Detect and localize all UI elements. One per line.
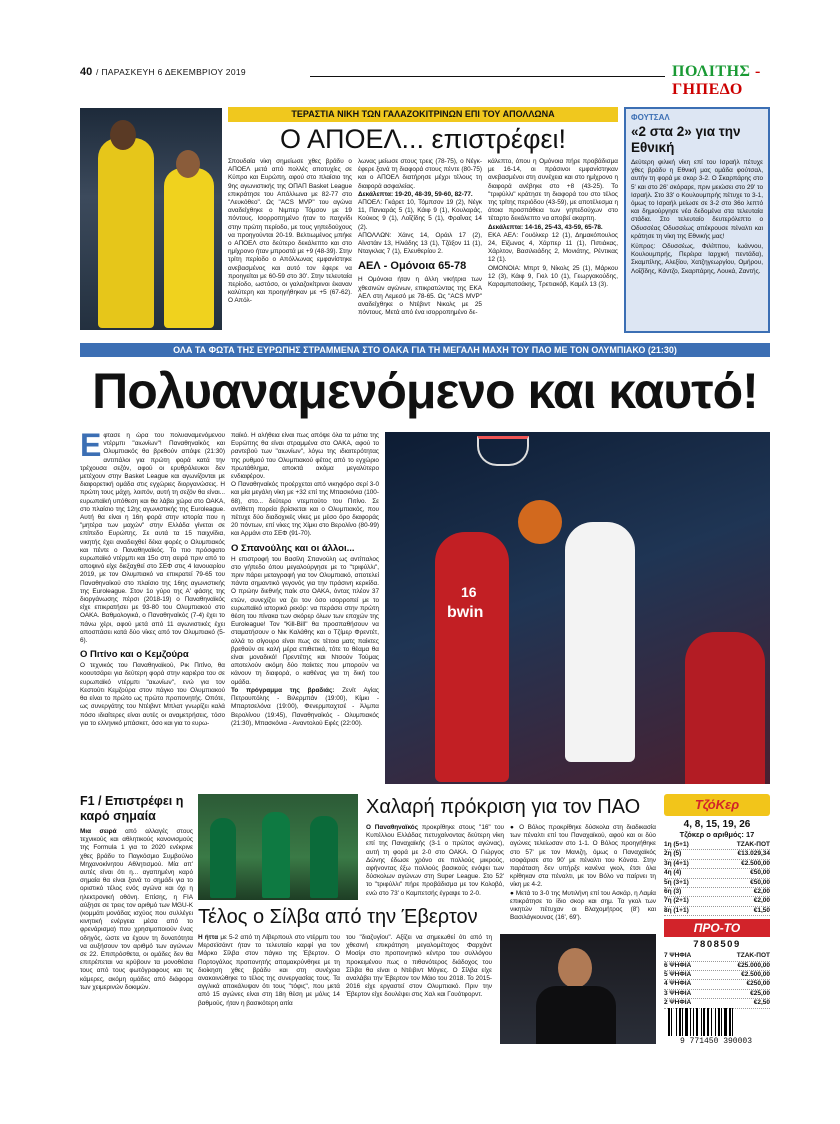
pao-kicker: ΟΛΑ ΤΑ ΦΩΤΑ ΤΗΣ ΕΥΡΩΠΗΣ ΣΤΡΑΜΜΕΝΑ ΣΤΟ ΟΑΚΑ ΓΙΑ ΤΗ ΜΕΓΑΛΗ ΜΑΧΗ ΤΟΥ ΠΑΟ ΜΕ ΤΟΝ ΟΛΥΜΠΙΑΚΟ (21:30) — [173, 345, 677, 355]
everton-text: με 5-2 από τη Λίβερπουλ στο ντέρμπι του Μερσεϊσάιντ ήταν το τελευταίο καρφί για τον Μάρκο Σίλβα στον πάγκο της Έβερτον. Ο Πορτογάλος προπονητής απομακρύνθηκε με τη διοίκηση χθες βράδυ και στη συνέχεια ανακοινώθηκε το τέλος της συνεργασίας τους. Τα αγγλικά αποκάλυψαν ότι τους "τόφις", που μετά από 15 αγώνες είναι στη 18η θέση με μόλις 14 βαθμούς, ήταν η βασικότερη αιτία — [198, 934, 341, 1007]
proto-row — [664, 952, 770, 961]
futsal-headline: «2 στα 2» για την Εθνική — [631, 124, 741, 155]
apoel-headline: Ο ΑΠΟΕΛ... επιστρέφει! — [279, 124, 566, 154]
barcode-bar — [693, 1008, 694, 1036]
header-rule — [310, 76, 665, 77]
basketball — [518, 500, 562, 544]
joker-category: 4η (4) — [664, 869, 682, 877]
pao-football-col-1 — [366, 824, 504, 898]
pao-col1-body: φτασε η ώρα του πολυαναμενόμενου ντέρμπι "αιωνίων"! Παναθηναϊκός και Ολυμπιακός θα βρεθούν απόψε (21:30) αντιπάλοι για πρώτη φορά κατά την τρέχουσα σεζόν, αφού οι ερυθρόλευκοι δεν μετέχουν στην Basket League και αγωνίζονται με διαφορετική ομάδα στις εγχώριες διοργανώσεις. Η πρώτη τους μάχη, λοιπόν, αυτή τη σεζόν θα είναι... ευρωπαϊκή υπόθεση και θα λάβει χώρα στο ΟΑΚΑ, στο πλαίσιο της 12ης αγωνιστικής της Euroleague. Αυτή θα είναι η 16η φορά στην ιστορία που η "μητέρα των μαχών" στην Ελλάδα γίνεται σε επίπεδο Ευρώπης. Σε αυτά τα 15 παιχνίδια, νικητής έχει αναδειχθεί δέκα φορές ο Ολυμπιακός και πέντε ο Παναθηναϊκός. Το πιο πρόσφατο ευρωπαϊκό ντέρμπι και 15ο στη σειρά πριν από το αποψινό είχε διεξαχθεί στο ΣΕΦ στις 4 Ιανουαρίου 2019, με τον Ολυμπιακό να επικρατεί 79-65 του Παναθηναϊκού στο πλαίσιο της 16ης αγωνιστικής της Euroleague. Στον 1ο γύρο της Α' φάσης της διοργάνωσης πέρσι (2018-19) ο Παναθηναϊκός είχε επικρατήσει με 93-80 του Ολυμπιακού στο ΟΑΚΑ. Βαθμολογικά, ο Παναθηναϊκός (7-4) έχει το πάνω χέρι, αφού μετά από 11 αγωνιστικές έχει αποσπάσει κατά δύο νίκες από τον Ολυμπιακό (5-6). — [80, 432, 225, 645]
proto-prize: €2,50 — [753, 999, 770, 1007]
pao-kicker-bar — [80, 343, 770, 357]
barcode-bar — [724, 1008, 727, 1036]
proto-category: 6 ΨΗΦΙΑ — [664, 961, 692, 969]
joker-row — [664, 879, 770, 888]
omonia-team-ael: ΕΚΑ ΑΕΛ: Γουόλκερ 12 (1), Δημακόπουλος 24, Εϊζωνας 4, Χάρπερ 11 (1), Πιπιάκας, Χάρλτον, Βασιλειάδης 2, Μονιάτης, Ρέντικας 12 (1). — [488, 231, 618, 264]
pao-col-2 — [231, 432, 379, 728]
joker-category: 3η (4+1) — [664, 859, 689, 867]
apoel-score-1: Δεκάλεπτα: 19-20, 48-39, 59-60, 82-77. — [358, 190, 473, 198]
everton-col-1 — [198, 934, 340, 1008]
everton-col-2 — [346, 934, 492, 1000]
barcode-bar — [711, 1008, 712, 1036]
pitino-text: Ο τεχνικός του Παναθηναϊκού, Ρικ Πιτίνο, θα κοουτσάρει για δεύτερη φορά στην καριέρα του σε ευρωπαϊκό ντέρμπι "αιωνίων", ενώ για τον Κεστούτι Κεμζούρα στον πάγκο του Ολυμπιακού θα είναι το πρώτο ως πρώτο προπονητής. Οπότε, ως συνεργάτης του Ντέιβιντ Μπλατ γνωρίζει καλά πόσο ιδιαίτερες είναι αυτές οι αναμετρήσεις, τόσο για το ελληνικό μπάσκετ, όσο και για το ευρω- — [80, 662, 225, 727]
apoel-col1-text: Σπουδαία νίκη σημείωσε χθες βράδυ ο ΑΠΟΕΛ μετά από πολλές αποτυχίες σε Κύπρο και Ευρώπη, αφού στο πλαίσιο της 9ης αγωνιστικής της ΟΠΑΠ Basket League επικράτησε του Απόλλωνα με 82-77 στο "Λευκόθεο". Ως "ACS MVP" του αγώνα αναδείχθηκε ο Νιμπερ Τόμσον με 19 πόντους. Ισορροπημένο ήταν το παιχνίδι στην πρώτη περίοδο, με τους γηπεδούχους να προηγούνται 20-19. Βελτιωμένος μπήκε ο ΑΠΟΕΛ στο δεύτερο δεκάλεπτο και στο ημίχρονο ήταν μπροστά με +9 (48-39). Στην τρίτη περίοδο ο Απόλλωνας εμφανίστηκε ανεβασμένος και αυτό τον έφερε να προηγείται με 60-59 στο 30'. Στην τελευταία περίοδο, ωστόσο, οι γαλαζοκίτρινοι έκαναν καλύτερη και προηγήθηκαν με +5 (67-62). Ο Απόλ- — [228, 158, 352, 305]
barcode-bar — [668, 1008, 670, 1036]
football-player-2 — [262, 812, 290, 898]
joker-category: 5η (3+1) — [664, 878, 689, 886]
olympiacos-player-2 — [685, 632, 765, 784]
silva-head — [558, 948, 592, 988]
proto-brand: ΠΡΟ-ΤΟ — [693, 921, 741, 936]
lottery-box — [664, 794, 770, 1044]
page-header — [80, 63, 770, 98]
joker-prize: €50,00 — [750, 878, 770, 886]
proto-row — [664, 990, 770, 999]
page-number: 40 — [80, 66, 93, 78]
joker-category: 6η (3) — [664, 888, 682, 896]
player-2-head — [176, 150, 200, 178]
panathinaikos-player — [565, 522, 635, 762]
barcode-bar — [679, 1008, 681, 1036]
proto-category: 5 ΨΗΦΙΑ — [664, 971, 692, 979]
pitino-subhead: Ο Πιτίνο και ο Κεμζούρα — [80, 649, 189, 661]
proto-row — [664, 962, 770, 971]
proto-number: 7808509 — [693, 939, 741, 951]
brand-title — [672, 63, 770, 99]
omonia-team-omonia: ΟΜΟΝΟΙΑ: Μπρτ 9, Νίκολς 25 (1), Μάρκου 12 (3), Κάιφ 9, Γκιλ 10 (1), Γεωργακούδης, Καραμπατσάκης, Τρετιακόβ, Καμέλ 13 (3). — [488, 264, 618, 289]
apoel-col-1 — [228, 158, 352, 306]
joker-category: 8η (1+1) — [664, 906, 689, 914]
volos-text: ● Ο Βόλος προκρίθηκε δύσκολα στη διαδικασία των πέναλτι επί του Παναχαϊκού, αφού και οι δύο αγώνες τελείωσαν στο 1-1. Ο Βόλος προηγήθηκε στο 57' με τον Μανιζη, όμως ο Παναχαϊκός ισοφάρισε στο 90' με πέναλτι του Κόνσα. Στην παράταση δεν υπήρξε κανένα γκολ, έτσι όλα κρίθηκαν στα πέναλτι, με τον Βόλο να παίρνει τη νίκη με 4-2. — [510, 824, 656, 889]
proto-prize: €25.000,00 — [737, 961, 770, 969]
pao-football-lead: Ο Παναθηναϊκός — [366, 824, 419, 831]
proto-category: 7 ΨΗΦΙΑ — [664, 952, 692, 960]
hoop-net — [477, 436, 529, 466]
joker-row — [664, 850, 770, 859]
program-label: Το πρόγραμμα της βραδιάς: — [231, 686, 335, 694]
pao-headline: Πολυαναμενόμενο και καυτό! — [92, 363, 758, 419]
barcode-number: 9 771450 390003 — [679, 1037, 752, 1046]
brand-sep: - — [755, 63, 761, 80]
futsal-kicker: ΦΟΥΤΣΑΛ — [631, 113, 670, 122]
apoel-photo — [80, 108, 222, 330]
brand-left: ΠΟΛΙΤΗΣ — [672, 63, 751, 80]
silva-body — [536, 986, 616, 1044]
joker-prize: ΤΖΑΚ-ΠΟΤ — [736, 841, 770, 848]
omonia-score: Δεκάλεπτα: 14-16, 25-43, 43-59, 65-78. — [488, 223, 603, 231]
pao-football-headline: Χαλαρή πρόκριση για τον ΠΑΟ — [366, 796, 641, 818]
barcode-bar — [718, 1008, 720, 1036]
page-date: / ΠΑΡΑΣΚΕΥΗ 6 ΔΕΚΕΜΒΡΙΟΥ 2019 — [96, 67, 246, 77]
futsal-body: Δεύτερη φιλική νίκη επί του Ισραήλ πέτυχε χθες βράδυ η Εθνική μας ομάδα φούτσαλ, αυτήν τη φορά με σκορ 3-2. Ο Σκαρπάρης στο 5' και στο 26' σκόραρε, πριν μειώσει στο 29' το Ισραήλ. Στο 33' ο Κουλουμπρής πέτυχε το 3-1, όμως το Ισραήλ μείωσε σε 3-2 στο 36ο λεπτό και δημιούργησε νέα δεδομένα στα τελευταία στάδια. Στο τελευταίο δευτερόλεπτο ο Οδυσσέας Οδυσσέως απέκρουσε πέναλτι και κράτησε τη νίκη της Εθνικής μας! — [631, 159, 763, 240]
joker-row — [664, 907, 770, 916]
f1-text: από αλλαγές στους τεχνικούς και αθλητικούς κανονισμούς της Formula 1 για το 2020 ενέκρινε χθες βράδυ το Παγκόσμιο Συμβούλιο Μηχανοκίνητου Αθλητισμού. Μία απ' αυτές είναι ότι η... αγαπημένη καρό σημαία θα είναι ξανά το σημάδι για το οριστικό τέλος ενός αγώνα και όχι η ηλεκτρονική οθόνη. Επίσης, η FIA αύξησε σε τρεις τον αριθμό των MGU-K (κομμάτι μονάδας ισχύος που συλλέγει κινητική ενέργεια μέσα από το φρενάρισμα) που χρησιμοποιούν ένας οδηγός, ώστε να έχουν τη δυνατότητα να αυξήσουν τον αριθμό των αγώνων σε 22. Επιπρόσθετα, οι ομάδες δεν θα επιτρέπεται να κρύβουν τα μονοθέσια τους από τους φωτόγραφους και τις κάμερες, ακόμη ομάδες από διάφορα των χειμερινών δοκιμών. — [80, 828, 193, 991]
barcode-bar — [696, 1008, 698, 1036]
apoel-kicker — [228, 107, 618, 122]
ael-subhead: ΑΕΛ - Ομόνοια 65-78 — [358, 260, 467, 273]
everton-col2-text: του "διαζυγίου". Αξίζει να σημειωθεί ότι από τη χθεσινή επικράτηση μεγαλομέτοχος Φαρχάντ Μοσίρι στο προπονητικό κέντρο του συλλόγου προκειμένου πως ο πιθανότερος διάδοχος του Σίλβα θα είναι ο Ντέιβιντ Μόγιες. Ο Σίλβα είχε αναλάβει την Έβερτον τον Μάιο του 2018. Το 2015-2016 είχε εργαστεί στον Ολυμπιακό. Πριν την Έβερτον είχε δουλέψει στις Χαλ και Γουότφορντ. — [346, 934, 492, 999]
player-1-head — [110, 120, 136, 150]
pao-football-text: προκρίθηκε στους "16" του Κυπέλλου Ελλάδας πετυχαίνοντας δεύτερη νίκη επί της Παναχαϊκής (3-1 ο πρώτος αγώνας), αυτή τη φορά με 2-0 στο ΟΑΚΑ. Ο Γιώργος Δώνης έδωσε χρόνο σε πολλούς μικρούς, αφήνοντας έξω πολλούς βασικούς ενόψει των δύσκολων αγώνων στη Super League. Στο 52' το "τριφύλλι" πήρε προβάδισμα με τον Κολοβό, ενώ στο 73' ο Καμπετσής έγραψε το 2-0. — [366, 824, 505, 897]
apoel-col-3 — [488, 158, 618, 289]
joker-number-label: Τζόκερ ο αριθμός: 17 — [679, 830, 755, 839]
pao-col1-text — [80, 427, 225, 645]
lamia-text: ● Μετά το 3-0 της Μυτιλήνη επί του Ασκάρ, η Λαμία επικράτησε το ίδιο σκορ και σημ. Τα γκολ των νικητών πέτυχαν οι Βλαχομήτρος (8') και Βασιλάγκουνας (16', 69'). — [510, 889, 656, 922]
barcode-bar — [732, 1008, 733, 1036]
proto-prize: ΤΖΑΚ-ΠΟΤ — [736, 952, 770, 960]
everton-lead: Η ήττα — [198, 934, 219, 941]
joker-prize: €2.500,00 — [741, 859, 770, 867]
ael-text: Η Ομόνοια ήταν η άλλη νικήτρια των χθεσινών αγώνων, επικρατώντας της ΕΚΑ ΑΕΛ στη Λεμεσό με 78-65. Ως "ACS MVP" αναδείχθηκε ο Ντέβιντ Νικολς με 25 πόντους. Μετά από ένα ισορροπημένο δε- — [358, 276, 482, 317]
football-player-1 — [210, 818, 236, 898]
pao-col2-b: Ο Παναθηναϊκός προέρχεται από νικηφόρο σερί 3-0 και μία μεγάλη νίκη με +32 επί της Μπασκόνια (100-68), στο... δεύτερο ντεμπούτο του Πιτίνο. Σε αντίθετη πορεία βρίσκεται και ο Ολυμπιακός, που πέτυχε δύο διαδοχικές νίκες με μέσο όρο διαφοράς 20 πόντων, επί νίκες της Χίμκι στο Βερολίνο (80-99) και Αρμάνι στο ΣΕΦ (91-70). — [231, 481, 379, 538]
pao-col2-text: παϊκό. Η αλήθεια είναι πως απόψε όλα τα μάτια της Ευρώπης θα είναι στραμμένα στο ΟΑΚΑ, αφού το ραντεβού των "αιωνίων", λόγω της ιδιαιτερότητας της ρυθμού του Ολυμπιακού φέτος από το εγχώριο πρωτάθλημα, αποκτά ακόμα μεγαλύτερο ενδιαφέρον. — [231, 432, 379, 481]
barcode — [662, 1008, 770, 1048]
barcode-bar — [682, 1008, 683, 1036]
joker-row — [664, 869, 770, 878]
apoel-col-2 — [358, 158, 482, 317]
joker-category: 1η (5+1) — [664, 841, 689, 848]
barcode-bar — [715, 1008, 716, 1036]
proto-row — [664, 971, 770, 980]
spanoulis-subhead: Ο Σπανούλης και οι άλλοι... — [231, 542, 355, 554]
pao-col-1 — [80, 427, 225, 728]
player-1-figure — [98, 138, 154, 328]
joker-row — [664, 897, 770, 906]
joker-logo — [664, 794, 770, 816]
joker-numbers: 4, 8, 15, 19, 26 — [683, 819, 751, 830]
barcode-bar — [671, 1008, 672, 1036]
barcode-bar — [707, 1008, 709, 1036]
jersey-number: 16 — [461, 584, 477, 600]
barcode-bar — [703, 1008, 705, 1036]
joker-rows — [664, 841, 770, 916]
proto-category: 2 ΨΗΦΙΑ — [664, 999, 692, 1007]
joker-category: 2η (5) — [664, 850, 682, 858]
joker-row — [664, 860, 770, 869]
joker-prize: €1,50 — [753, 906, 770, 914]
apoel-col2-text: λωνας μείωσε στους τρεις (78-75), ο Νέγκ-έφερε ξανά τη διαφορά στους πέντε (80-75) και ο ΑΠΟΕΛ διατήρησε μέχρι τέλους τη διαφορά ασφαλείας. — [358, 158, 482, 190]
pao-dropcap: Ε — [80, 427, 102, 463]
olympiacos-player — [435, 532, 509, 782]
proto-row — [664, 980, 770, 989]
joker-prize: €2,00 — [753, 897, 770, 905]
proto-prize: €250,00 — [746, 980, 770, 988]
apoel-kicker-text: ΤΕΡΑΣΤΙΑ ΝΙΚΗ ΤΩΝ ΓΑΛΑΖΟΚΙΤΡΙΝΩΝ ΕΠΙ ΤΟΥ ΑΠΟΛΛΩΝΑ — [291, 109, 555, 119]
joker-brand: ΤζόΚερ — [694, 797, 740, 812]
proto-rows — [664, 952, 770, 1008]
football-photo — [198, 794, 358, 900]
joker-row — [664, 841, 770, 850]
everton-headline: Τέλος ο Σίλβα από την Έβερτον — [198, 906, 478, 928]
barcode-bar — [690, 1008, 691, 1036]
barcode-bars — [668, 1008, 764, 1036]
joker-row — [664, 888, 770, 897]
proto-logo — [664, 919, 770, 937]
program-text — [231, 687, 379, 728]
f1-headline: F1 / Επιστρέφει η καρό σημαία — [80, 794, 184, 823]
spanoulis-text: Η επιστροφή του Βασίλη Σπανούλη ως αντίπαλος στο γήπεδο όπου μεγαλούργησε με το "τριφύλλι", πριν πάρει μεταγραφή για τον Ολυμπιακό, αποτελεί πάντα σημαντικό γεγονός για την πράσινη κερκίδα. Ο πρώην διεθνής παίκ στο ΟΑΚΑ, όντας πλέον 37 ετών, συνεχίζει να ζει τον όσο ισορροπεί με το ευρωπαϊκό ιστορικό ρεκόρ: να περάσει στην πρώτη θέση του πίνακα των σκόρερ όλων των εποχών της Euroleague! Τον "Kill-Bill" θα προσπαθήσουν να σταματήσουν ο Νικ Καλάθης και ο Τζίμερ Φρεντέτ, αλλά το σίγουρο είναι πως σε τέτοια ματς παίκτες βρεθούν σε καλή μέρα επιθετικά, τότε το θέαμα θα είναι μοναδικό! Πρεντέτης και Ντσούν Τούμας αποτελούν ακόμη δύο παίκτες που μπορούν να κάνουν τη διαφορά, ο καθένας για τη δική του ομάδα. — [231, 555, 379, 686]
silva-photo — [500, 934, 656, 1044]
joker-prize: €13.029,34 — [737, 850, 770, 858]
futsal-roster: Κύπρος: Οδυσσέως, Φιλίππου, Ιωάννου, Κουλουμπρής, Περέιρα Ιαρχική πεντάδα), Σκαμπίλης, Αλεξίου, Χατζηγεωργίου, Ομήρου, Λοΐζίδης, Κάντζο, Σκαρπάρης, Λουκά, Ζαντής. — [631, 243, 763, 275]
barcode-bar — [729, 1008, 731, 1036]
joker-prize: €2,00 — [753, 888, 770, 896]
brand-right: ΓΗΠΕΔΟ — [672, 81, 743, 98]
f1-lead: Μια σειρά — [80, 828, 117, 835]
pao-football-col-2 — [510, 824, 656, 922]
proto-category: 3 ΨΗΦΙΑ — [664, 989, 692, 997]
f1-body — [80, 828, 193, 992]
barcode-bar — [685, 1008, 688, 1036]
proto-prize: €25,00 — [750, 989, 770, 997]
apoel-team-apoel: ΑΠΟΕΛ: Γκάρετ 10, Τόμπσον 19 (2), Νέγκ 11, Πανιαράς 5 (1), Κάιφ 9 (1), Κουλαράς, Κούκος 9 (1), Λοΐζίδης 5 (1), Φραΐνας 14 (2). — [358, 199, 482, 231]
program-body: Ζενίτ Αγίας Πετρουπόλης - Βιλερμπάν (19:00), Κίμκι - Μπαρτσελόνα (19:00), Φενερμπαχτσέ - Άλμπα Βερολίνου (19:45), Παναθηναϊκός - Ολυμπιακός (21:30), Μπασκόνια - Αναντολού Εφές (22:00). — [231, 686, 379, 727]
barcode-bar — [701, 1008, 702, 1036]
barcode-bar — [676, 1008, 677, 1036]
proto-prize: €2.500,00 — [741, 971, 770, 979]
sponsor-logo: bwin — [447, 604, 484, 621]
football-player-3 — [310, 816, 338, 898]
joker-prize: €50,00 — [750, 869, 770, 877]
joker-category: 7η (2+1) — [664, 897, 689, 905]
apoel-col3-text: κάλεπτο, όπου η Ομόνοια πήρε προβάδισμα με 16-14, οι πράσινοι εμφανίστηκαν ανεβασμένοι στη συνέχεια και στο ημίχρονο η διαφορά ανέβηκε στο +8 (43-25). Το "τριφύλλι" κράτησε τη διαφορά του στο τέλος της τρίτης περιόδου (43-59), με αποτέλεσμα η άτοια προσπάθεια των γηπεδούχων στο τέταρτο δεκάλεπτο να αποβεί ακαρπη. — [488, 158, 618, 223]
basketball-photo — [385, 432, 770, 784]
futsal-box — [624, 107, 770, 333]
barcode-bar — [721, 1008, 722, 1036]
apoel-team-apollon: ΑΠΟΛΛΩΝ: Χάινς 14, Οράιλ 17 (2), Αϊνστάιν 13, Ηλιάδης 13 (1), Τζάξον 11 (1), Νταγκλας 7 (1), Ελευθερίου 2. — [358, 231, 482, 256]
proto-category: 4 ΨΗΦΙΑ — [664, 980, 692, 988]
player-2-figure — [164, 168, 214, 328]
